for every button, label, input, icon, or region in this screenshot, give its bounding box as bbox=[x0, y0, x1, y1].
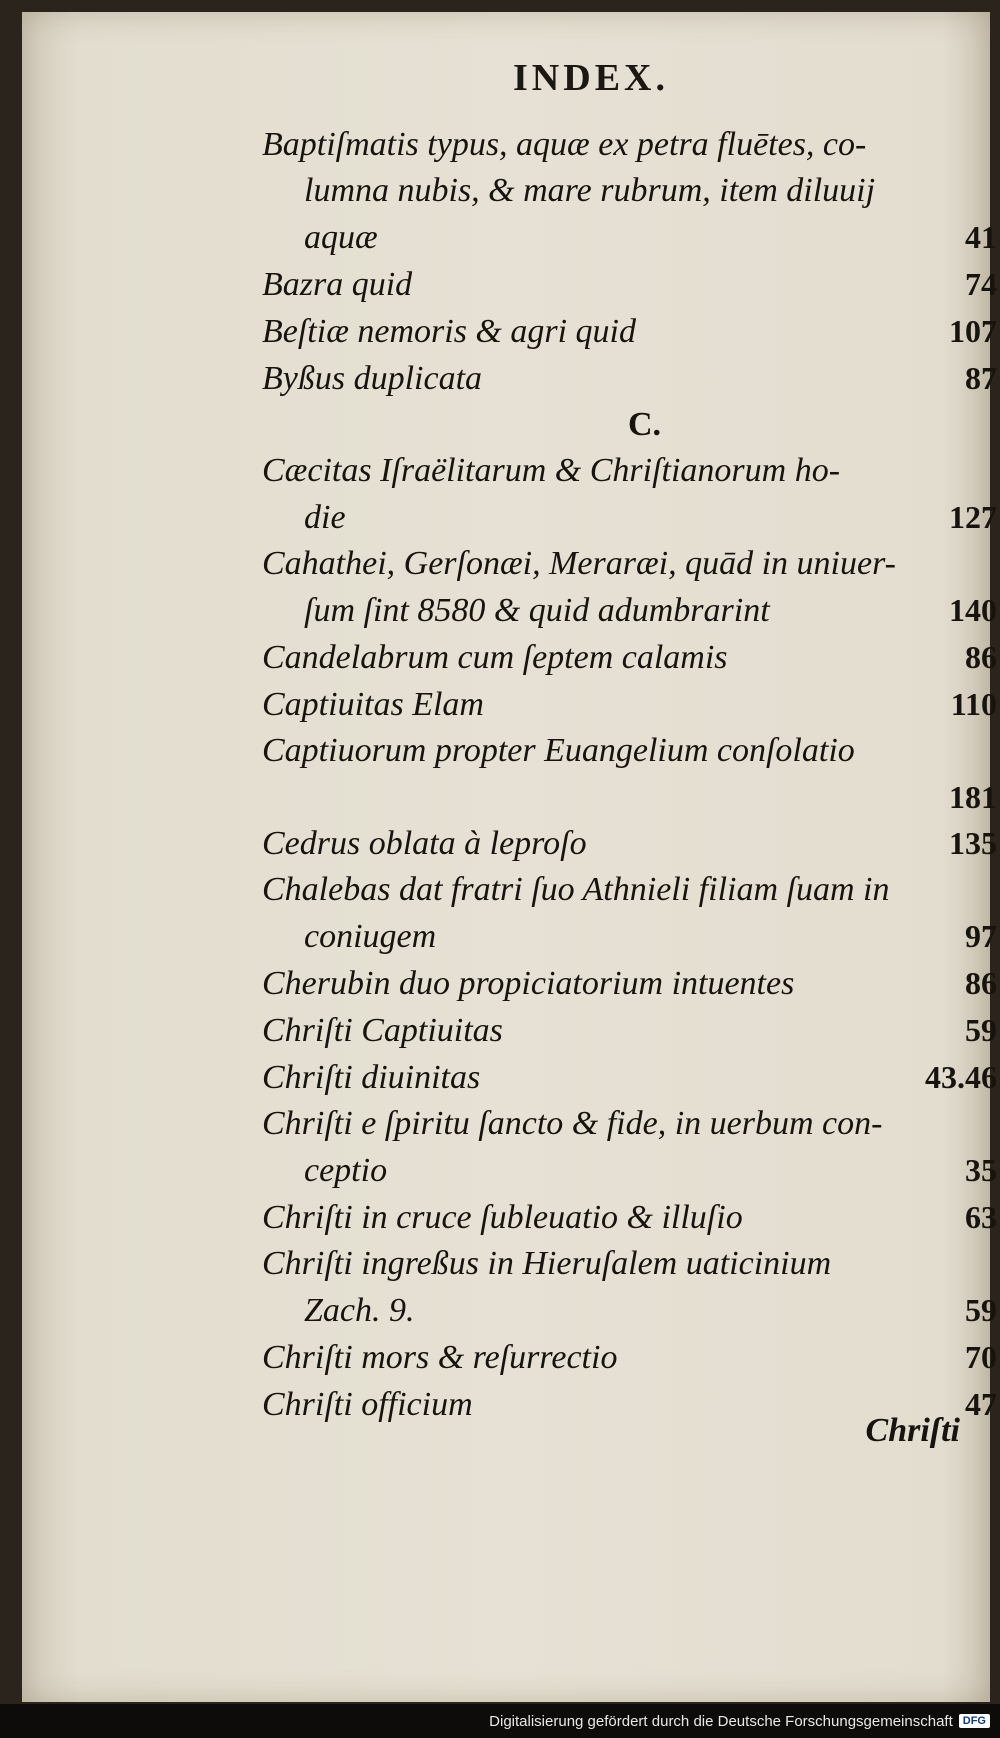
index-entry bbox=[262, 355, 997, 402]
page-number: 87 bbox=[965, 360, 997, 396]
entry-text: Cahathei, Gerſonæi, Meraræi, quād in uniuer- bbox=[262, 545, 896, 582]
page-number: 59 bbox=[965, 1292, 997, 1328]
page-number: 86 bbox=[965, 639, 997, 675]
page-number: 140 bbox=[949, 592, 997, 628]
entry-text: Zach. 9. bbox=[304, 1292, 415, 1329]
entry-text: Chriſti in cruce ſubleuatio & illuſio bbox=[262, 1199, 743, 1236]
page-number: 41 bbox=[965, 219, 997, 255]
entry-text: Beſtiæ nemoris & agri quid bbox=[262, 313, 636, 350]
entry-text: Cæcitas Iſraëlitarum & Chriſtianorum ho- bbox=[262, 452, 841, 489]
index-entry bbox=[262, 541, 997, 634]
page-number: 97 bbox=[965, 918, 997, 954]
entry-text: Captiuitas Elam bbox=[262, 686, 484, 723]
entry-text: lumna nubis, & mare rubrum, item diluuij bbox=[304, 172, 876, 209]
dfg-logo: DFG bbox=[959, 1714, 990, 1728]
page-number: 59 bbox=[965, 1012, 997, 1048]
index-entry bbox=[262, 1334, 997, 1381]
index-entry bbox=[262, 960, 997, 1007]
index-entry bbox=[262, 728, 997, 820]
page-number: 35 bbox=[965, 1152, 997, 1188]
entry-text: Chriſti officium bbox=[262, 1386, 473, 1423]
entry-text: Bazra quid bbox=[262, 266, 413, 303]
page-number: 63 bbox=[965, 1199, 997, 1235]
page-number: 86 bbox=[965, 965, 997, 1001]
index-entry bbox=[262, 1241, 997, 1334]
entry-text: Chriſti mors & reſurrectio bbox=[262, 1339, 618, 1376]
entry-text: Captiuorum propter Euangelium conſolatio bbox=[262, 732, 855, 769]
entry-text: Chalebas dat fratri ſuo Athnieli filiam ſuam in bbox=[262, 871, 890, 908]
index-entry bbox=[262, 122, 997, 261]
page-number: 110 bbox=[950, 686, 997, 722]
page-number: 107 bbox=[949, 313, 997, 349]
index-entry bbox=[262, 1101, 997, 1194]
page-number: 70 bbox=[965, 1339, 997, 1375]
index-entry bbox=[262, 448, 997, 541]
page-header: INDEX. bbox=[513, 57, 669, 99]
index-entry bbox=[262, 308, 997, 355]
section-letter: C. bbox=[627, 406, 662, 443]
entry-text: Chriſti diuinitas bbox=[262, 1059, 481, 1096]
entry-text: ceptio bbox=[304, 1152, 388, 1189]
index-entry bbox=[262, 634, 997, 681]
entry-text: aquæ bbox=[304, 219, 378, 256]
index-entry bbox=[262, 1007, 997, 1054]
index-entry bbox=[262, 1194, 997, 1241]
book-page bbox=[22, 12, 997, 1702]
entry-text: coniugem bbox=[304, 918, 437, 955]
entry-text: Chriſti ingreßus in Hieruſalem uaticinium bbox=[262, 1245, 832, 1282]
index-entry bbox=[262, 681, 997, 728]
index-entry bbox=[262, 820, 997, 867]
catchword: Chriſti bbox=[865, 1412, 960, 1449]
entry-text: Cherubin duo propiciatorium intuentes bbox=[262, 965, 795, 1002]
entry-text: Candelabrum cum ſeptem calamis bbox=[262, 639, 728, 676]
page-number: 127 bbox=[949, 499, 997, 535]
entry-text: die bbox=[304, 499, 346, 536]
index-entry bbox=[262, 867, 997, 960]
page-number: 74 bbox=[965, 266, 997, 302]
footer-bar bbox=[0, 1704, 1000, 1738]
index-entry bbox=[262, 261, 997, 308]
page-number: 47 bbox=[965, 1386, 997, 1422]
entry-text: Chriſti e ſpiritu ſancto & fide, in uerbum con- bbox=[262, 1105, 883, 1142]
entry-text: Chriſti Captiuitas bbox=[262, 1012, 503, 1049]
index-entries bbox=[262, 122, 997, 1428]
entry-text: Baptiſmatis typus, aquæ ex petra fluētes, co- bbox=[262, 126, 867, 163]
page-number: 135 bbox=[949, 825, 997, 861]
entry-text: ſum ſint 8580 & quid adumbrarint bbox=[304, 592, 770, 629]
entry-text: Cedrus oblata à leproſo bbox=[262, 825, 587, 862]
entry-text: Byßus duplicata bbox=[262, 360, 483, 397]
page-number: 43.46 bbox=[925, 1059, 997, 1095]
index-entry bbox=[262, 1054, 997, 1101]
footer-credit: Digitalisierung gefördert durch die Deutsche Forschungsgemeinschaft bbox=[489, 1712, 953, 1730]
page-number: 181 bbox=[949, 779, 997, 815]
